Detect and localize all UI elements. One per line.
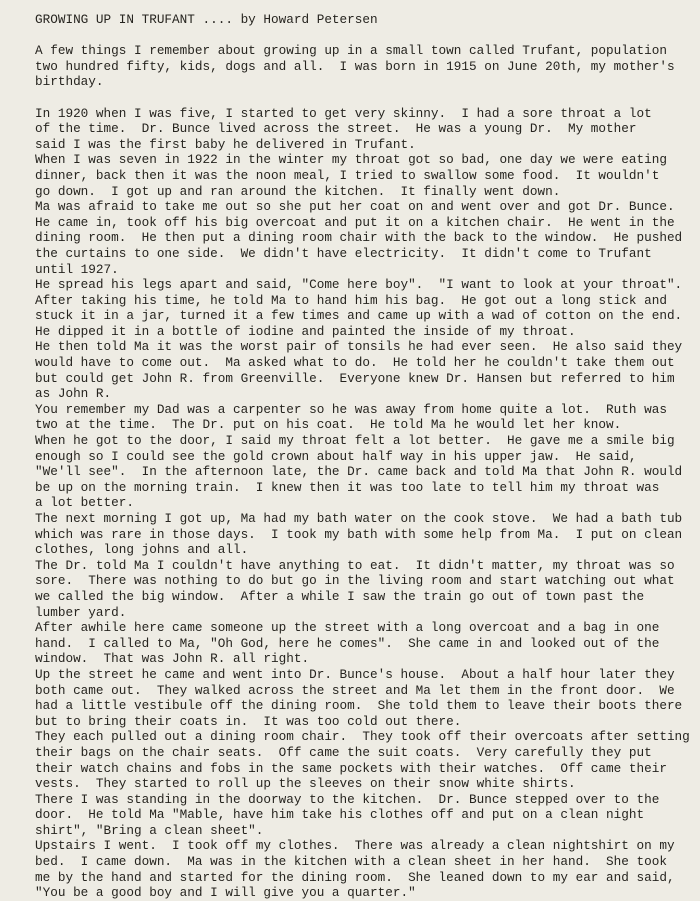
- text-line: In 1920 when I was five, I started to get very skinny. I had a sore throat a lot: [35, 105, 652, 121]
- text-line: bed. I came down. Ma was in the kitchen with a clean sheet in her hand. She took: [35, 854, 667, 870]
- text-line: You remember my Dad was a carpenter so he was away from home quite a lot. Ruth was: [35, 401, 667, 417]
- text-line: two hundred fifty, kids, dogs and all. I was born in 1915 on June 20th, my mother's: [35, 58, 675, 74]
- text-line: Ma was afraid to take me out so she put her coat on and went over and got Dr. Bunce.: [35, 199, 675, 215]
- text-line: The next morning I got up, Ma had my bath water on the cook stove. We had a bath tub: [35, 511, 683, 526]
- text-line: birthday.: [35, 74, 104, 90]
- text-line: until 1927.: [35, 261, 119, 277]
- document-title: GROWING UP IN TRUFANT .... by Howard Petersen: [35, 12, 378, 27]
- text-line: dinner, back then it was the noon meal, I tried to swallow some food. It wouldn't: [35, 167, 660, 183]
- text-line: but to bring their coats in. It was too cold out there.: [35, 713, 462, 729]
- text-line: be up on the morning train. I knew then it was too late to tell him my throat was: [35, 479, 660, 495]
- paragraph: [35, 43, 674, 90]
- paragraph: [35, 729, 690, 792]
- text-line: When I was seven in 1922 in the winter my throat got so bad, one day we were eating: [35, 152, 667, 168]
- paragraph: [35, 402, 674, 433]
- text-line: of the time. Dr. Bunce lived across the street. He was a young Dr. My mother: [35, 121, 637, 137]
- paragraph: [35, 277, 683, 339]
- text-line: Upstairs I went. I took off my clothes. There was already a clean nightshirt on my: [35, 838, 675, 854]
- text-line: a lot better.: [35, 495, 134, 511]
- text-line: "You be a good boy and I will give you a quarter.": [35, 885, 416, 901]
- paragraph: [35, 620, 674, 667]
- text-line: had a little vestibule off the dining room. She told them to leave their boots there: [35, 698, 683, 714]
- text-line: He dipped it in a bottle of iodine and painted the inside of my throat.: [35, 323, 576, 339]
- text-line: we called the big window. After a while I saw the train go out of town past the: [35, 588, 645, 604]
- text-line: said I was the first baby he delivered in Trufant.: [35, 136, 416, 152]
- text-line: which was rare in those days. I took my bath with some help from Ma. I put on clean: [35, 526, 683, 542]
- text-line: their watch chains and fobs in the same pockets with their watches. Off came their: [35, 760, 667, 776]
- text-line: After awhile here came someone up the street with a long overcoat and a bag in one: [35, 620, 660, 636]
- text-line: enough so I could see the gold crown about half way in his upper jaw. He said,: [35, 448, 637, 464]
- paragraph: [35, 339, 683, 402]
- text-line: as John R.: [35, 386, 112, 402]
- text-line: There I was standing in the doorway to the kitchen. Dr. Bunce stepped over to the: [35, 791, 660, 807]
- text-line: both came out. They walked across the street and Ma let them in the front door. We: [35, 682, 675, 698]
- text-line: clothes, long johns and all.: [35, 542, 249, 558]
- text-line: After taking his time, he told Ma to hand him his bag. He got out a long stick and: [35, 292, 667, 308]
- text-line: sore. There was nothing to do but go in the living room and start watching out what: [35, 573, 675, 589]
- text-line: me by the hand and started for the dining room. She leaned down to my ear and said,: [35, 869, 675, 885]
- paragraph: [35, 433, 683, 511]
- text-line: hand. I called to Ma, "Oh God, here he comes". She came in and looked out of the: [35, 635, 660, 651]
- paragraph: [35, 666, 683, 729]
- text-line: their bags on the chair seats. Off came the suit coats. Very carefully they put: [35, 744, 652, 760]
- text-line: but could get John R. from Greenville. Everyone knew Dr. Hansen but referred to him: [35, 370, 675, 386]
- paragraph: [35, 106, 674, 153]
- paragraph: [35, 199, 683, 277]
- paragraph: [35, 511, 683, 558]
- text-line: window. That was John R. all right.: [35, 651, 310, 667]
- text-line: would have to come out. Ma asked what to do. He told her he couldn't take them out: [35, 355, 675, 371]
- text-line: dining room. He then put a dining room chair with the back to the window. He pushed: [35, 230, 683, 246]
- text-line: He then told Ma it was the worst pair of tonsils he had ever seen. He also said they: [35, 339, 683, 355]
- text-line: He came in, took off his big overcoat and put it on a kitchen chair. He went in the: [35, 214, 675, 230]
- text-line: go down. I got up and ran around the kitchen. It finally went down.: [35, 183, 561, 199]
- paragraph: [35, 838, 674, 900]
- paragraph: [35, 558, 674, 620]
- text-line: They each pulled out a dining room chair. They took off their overcoats after setting: [35, 729, 690, 745]
- text-line: The Dr. told Ma I couldn't have anything to eat. It didn't matter, my throat was so: [35, 557, 675, 573]
- document-body: [35, 43, 690, 901]
- text-line: the curtains to one side. We didn't have electricity. It didn't come to Trufant: [35, 245, 652, 261]
- paragraph: [35, 152, 674, 199]
- text-line: stuck it in a jar, turned it a few times and came up with a wad of cotton on the end.: [35, 308, 683, 324]
- text-line: lumber yard.: [35, 604, 127, 620]
- text-line: door. He told Ma "Mable, have him take his clothes off and put on a clean night: [35, 807, 645, 823]
- paragraph: [35, 792, 674, 839]
- text-line: shirt", "Bring a clean sheet".: [35, 822, 264, 838]
- text-line: When he got to the door, I said my throat felt a lot better. He gave me a smile big: [35, 433, 675, 449]
- text-line: A few things I remember about growing up in a small town called Trufant, population: [35, 43, 667, 59]
- text-line: two at the time. The Dr. put on his coat. He told Ma he would let her know.: [35, 417, 622, 433]
- text-line: Up the street he came and went into Dr. Bunce's house. About a half hour later they: [35, 666, 675, 682]
- text-line: "We'll see". In the afternoon late, the Dr. came back and told Ma that John R. would: [35, 464, 683, 480]
- text-line: vests. They started to roll up the sleeves on their snow white shirts.: [35, 776, 576, 792]
- text-line: He spread his legs apart and said, "Come here boy". "I want to look at your throat".: [35, 277, 683, 293]
